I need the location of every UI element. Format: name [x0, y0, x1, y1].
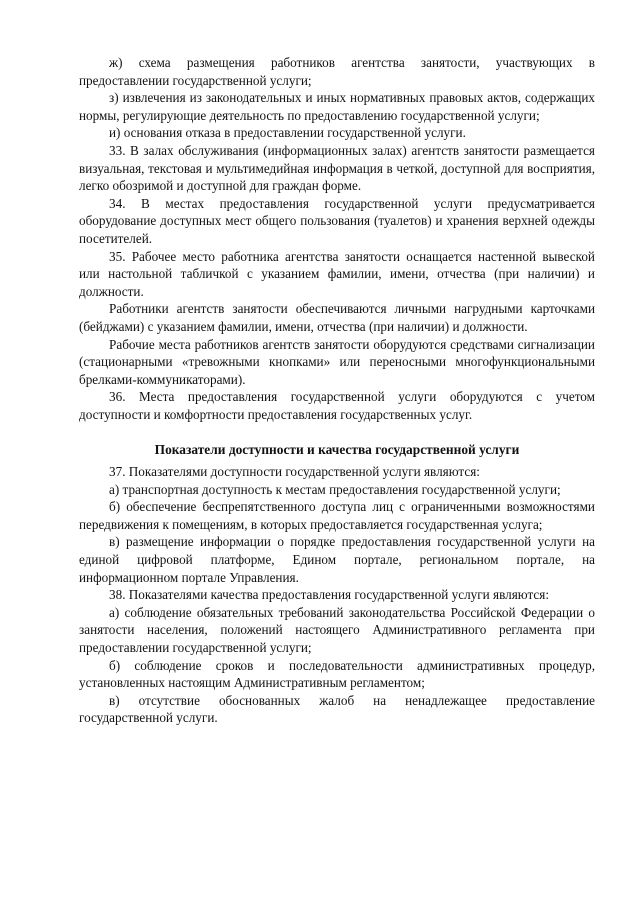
paragraph: б) соблюдение сроков и последовательности административных процедур, установленных настоящим Административным регламентом;: [79, 657, 595, 691]
paragraph: 36. Места предоставления государственной услуги оборудуются с учетом доступности и комфортности предоставления государственных услуг.: [79, 389, 595, 422]
section-heading: Показатели доступности и качества государственной услуги: [154, 442, 520, 458]
paragraph: Рабочие места работников агентств занятости оборудуются средствами сигнализации (стационарными «тревожными кнопками» или переносными многофункциональными брелками-коммуникаторами).: [79, 336, 595, 387]
paragraph: 33. В залах обслуживания (информационных залах) агентств занятости размещается визуальная, текстовая и мультимедийная информация в четкой, доступной для восприятия, легко обозримой и доступной для граждан форме.: [79, 142, 595, 194]
paragraph: б) обеспечение беспрепятственного доступа лиц с ограниченными возможностями передвижения к помещениям, в которых предоставляется государственная услуга;: [79, 499, 595, 532]
paragraph: 34. В местах предоставления государственной услуги предусматривается оборудование доступных мест общего пользования (туалетов) и хранения верхней одежды посетителей.: [79, 195, 595, 246]
paragraph: з) извлечения из законодательных и иных нормативных правовых актов, содержащих нормы, регулирующие деятельность по предоставлению государственной услуги;: [79, 90, 595, 123]
paragraph: в) размещение информации о порядке предоставления государственной услуги на единой цифровой платформе, Едином портале, региональном портале, на информационном портале Управления.: [79, 534, 595, 585]
paragraph: 37. Показателями доступности государственной услуги являются:: [109, 464, 480, 480]
paragraph: а) транспортная доступность к местам предоставления государственной услуги;: [109, 481, 561, 497]
paragraph: 35. Рабочее место работника агентства занятости оснащается настенной вывеской или настольной табличкой с указанием фамилии, имени, отчества (при наличии) и должности.: [79, 248, 595, 299]
paragraph: ж) схема размещения работников агентства занятости, участвующих в предоставлении государственной услуги;: [79, 55, 595, 88]
document-body: [79, 54, 595, 727]
paragraph: 38. Показателями качества предоставления государственной услуги являются:: [109, 587, 549, 603]
paragraph: и) основания отказа в предоставлении государственной услуги.: [109, 125, 466, 141]
paragraph: Работники агентств занятости обеспечиваются личными нагрудными карточками (бейджами) с указанием фамилии, имени, отчества (при наличии) и должности.: [79, 301, 595, 334]
paragraph: в) отсутствие обоснованных жалоб на ненадлежащее предоставление государственной услуги.: [79, 692, 595, 726]
paragraph: а) соблюдение обязательных требований законодательства Российской Федерации о занятости населения, положений настоящего Административного регламента при предоставлении государственной услуги;: [79, 604, 595, 655]
